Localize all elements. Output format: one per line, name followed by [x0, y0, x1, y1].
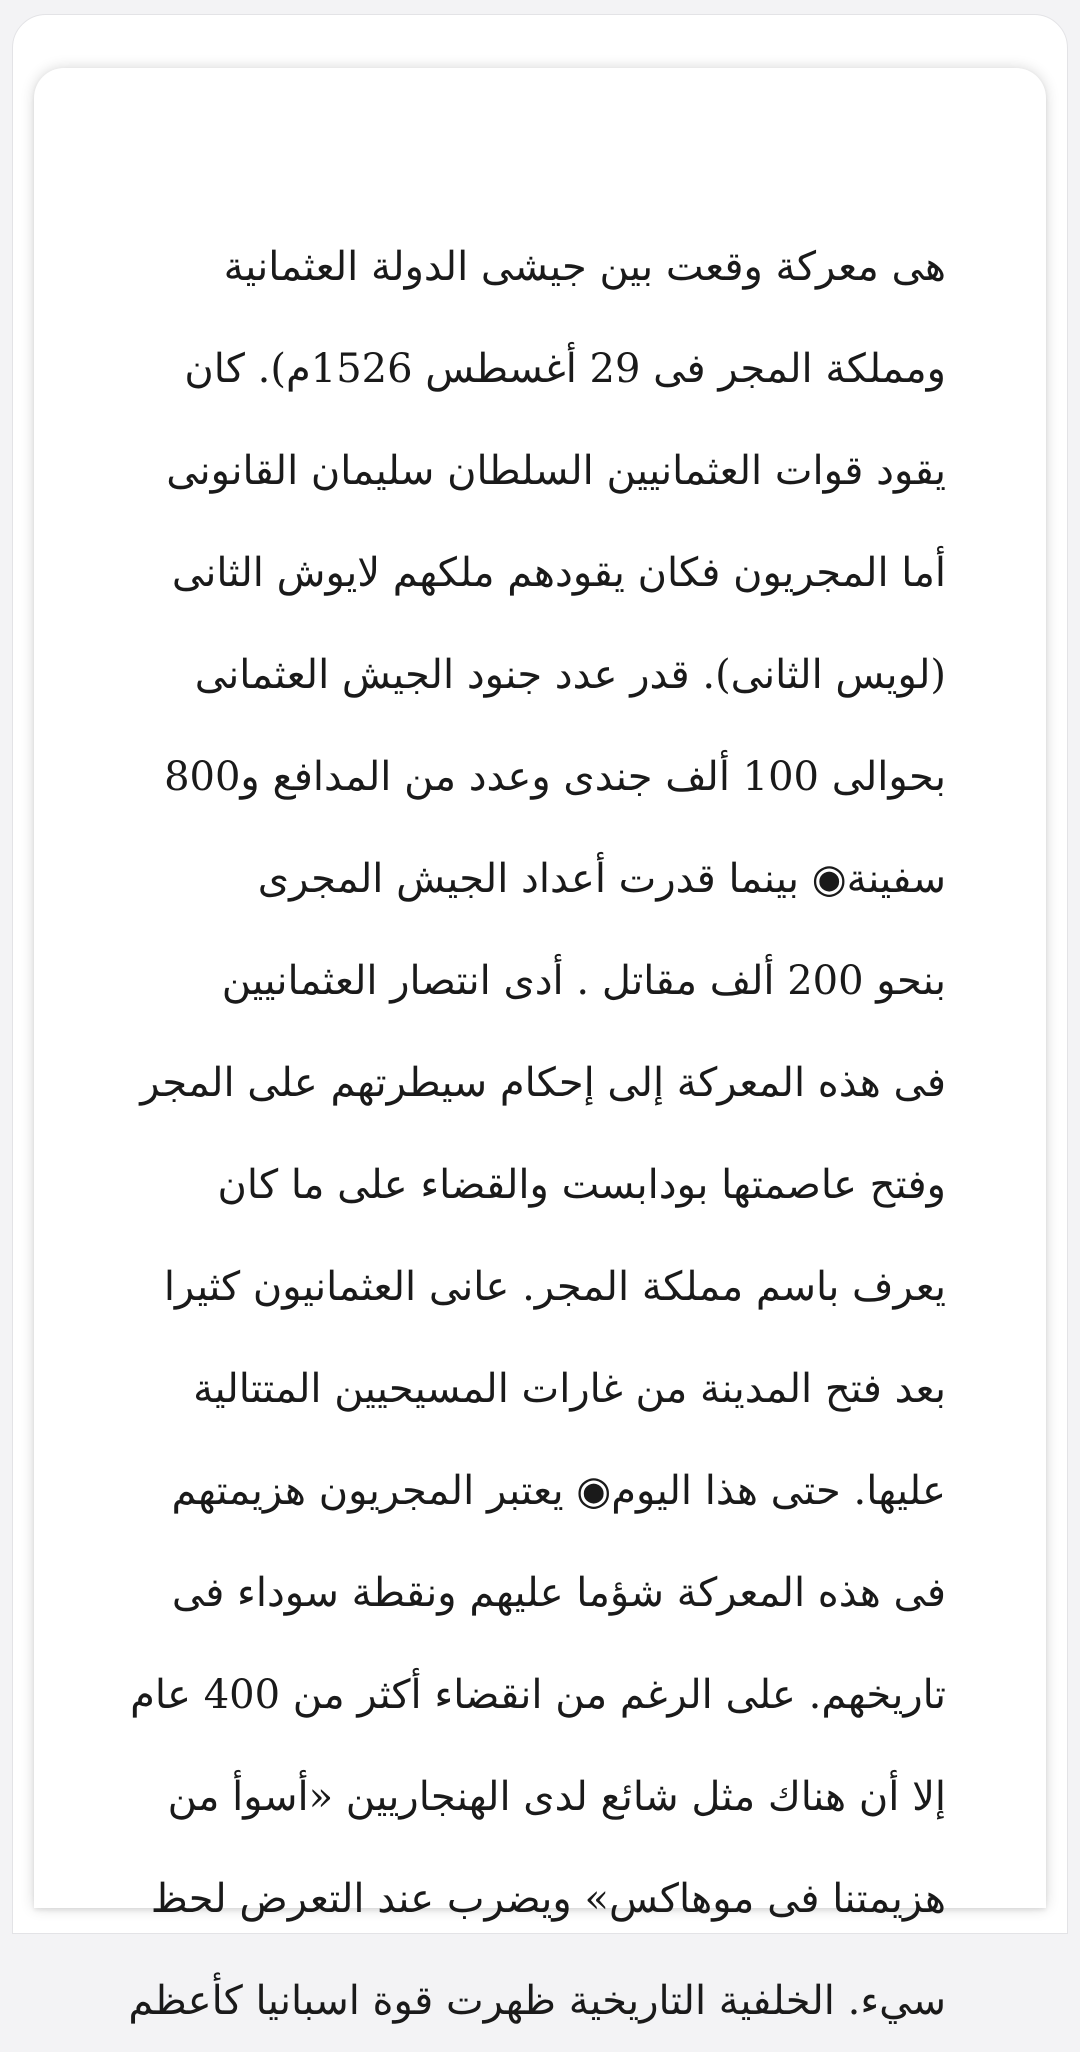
article-line: بعد فتح المدينة من غارات المسيحيين المتتالية: [193, 1366, 946, 1412]
article-line: سفينة◉ بينما قدرت أعداد الجيش المجرى: [257, 856, 946, 902]
article-line: تاريخهم. على الرغم من انقضاء أكثر من 400 عام: [130, 1672, 946, 1718]
article-line: عليها. حتى هذا اليوم◉ يعتبر المجريون هزيمتهم: [171, 1468, 946, 1514]
article-line: فى هذه المعركة شؤما عليهم ونقطة سوداء فى: [171, 1570, 946, 1616]
article-line: بنحو 200 ألف مقاتل . أدى انتصار العثمانيين: [221, 958, 946, 1004]
article-line: إلا أن هناك مثل شائع لدى الهنجاريين «أسوأ من: [167, 1774, 946, 1820]
article-text: [122, 216, 946, 2052]
article-line: بحوالى 100 ألف جندى وعدد من المدافع و800: [164, 754, 946, 800]
article-line: يعرف باسم مملكة المجر. عانى العثمانيون كثيرا: [163, 1264, 946, 1310]
article-line: أما المجريون فكان يقودهم ملكهم لايوش الثانى: [171, 550, 946, 596]
article-line: سيء. الخلفية التاريخية ظهرت قوة اسبانيا كأعظم: [128, 1978, 946, 2024]
article-line: هزيمتنا فى موهاكس» ويضرب عند التعرض لحظ: [150, 1876, 946, 1922]
article-line: (لويس الثانى). قدر عدد جنود الجيش العثمانى: [194, 652, 946, 698]
article-card: [34, 68, 1046, 2024]
bottom-edge: [0, 2040, 1080, 2052]
article-line: هى معركة وقعت بين جيشى الدولة العثمانية: [223, 244, 946, 290]
article-line: ومملكة المجر فى 29 أغسطس 1526م). كان: [184, 346, 946, 392]
article-line: فى هذه المعركة إلى إحكام سيطرتهم على المجر: [140, 1060, 946, 1106]
article-line: وفتح عاصمتها بودابست والقضاء على ما كان: [217, 1162, 946, 1208]
article-line: يقود قوات العثمانيين السلطان سليمان القانونى: [166, 448, 946, 494]
